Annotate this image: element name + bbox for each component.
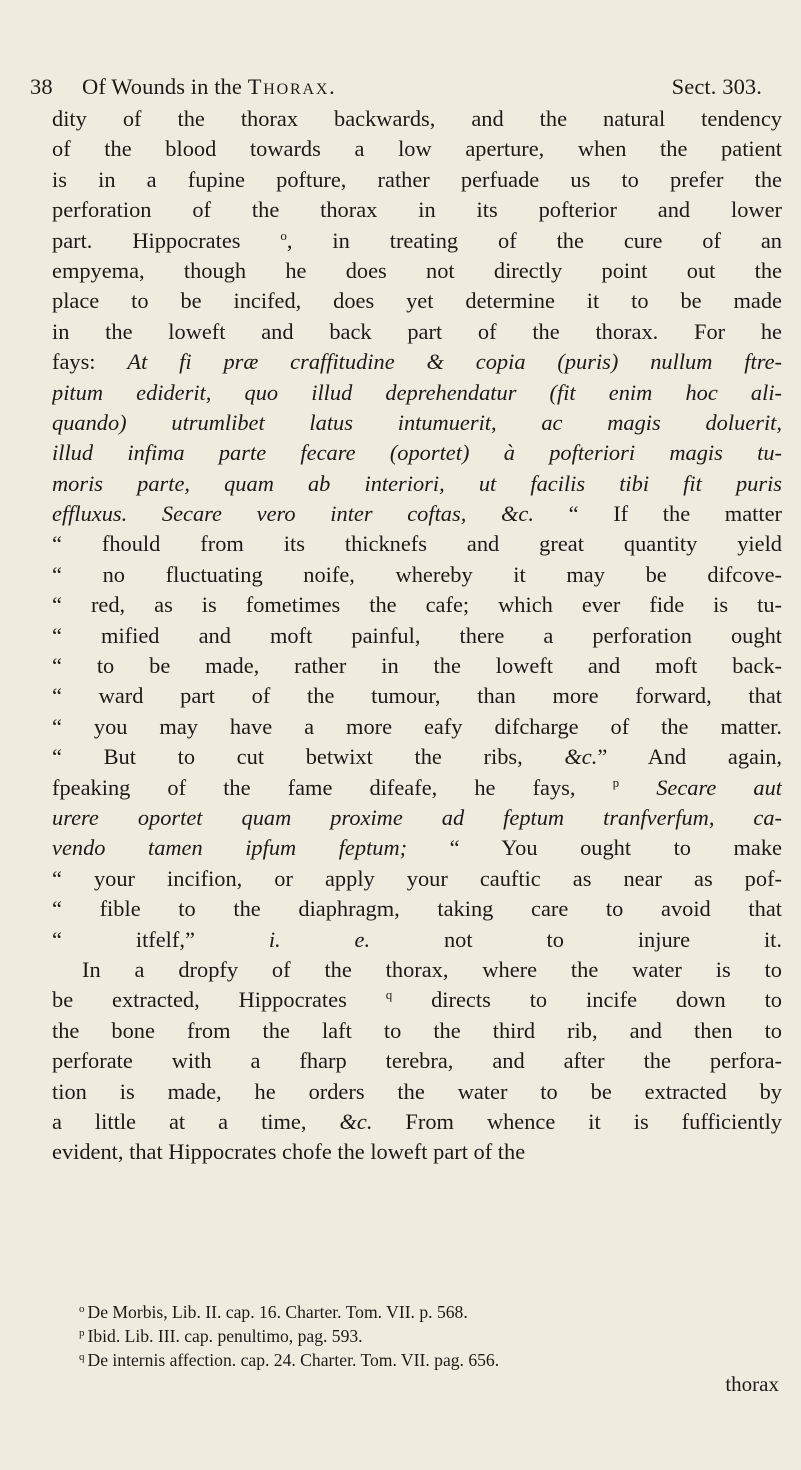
text-segment: “ If the matter: [533, 501, 782, 527]
text-segment: part. Hippocrates: [52, 227, 281, 253]
text-line: [52, 925, 782, 955]
footnote-text: Ibid. Lib. III. cap. penultimo, pag. 593.: [87, 1326, 363, 1346]
text-segment: not to injure it.: [370, 926, 782, 952]
text-line: [52, 499, 782, 529]
text-segment: tion is made, he orders the water to be extracted by: [52, 1078, 782, 1104]
text-line: [52, 134, 782, 164]
text-line: [52, 317, 782, 347]
text-line: [52, 773, 782, 803]
text-segment: , in treating of the cure of an: [286, 227, 782, 253]
text-segment: place to be incifed, does yet determine it to be made: [52, 288, 782, 314]
text-line: [52, 864, 782, 894]
text-segment: pitum ediderit, quo illud deprehendatur (fit enim hoc ali-: [52, 379, 782, 405]
text-segment: evident, that Hippocrates chofe the loweft part of the: [52, 1139, 526, 1165]
text-segment: “ you may have a more eafy difcharge of the matter.: [52, 713, 782, 739]
text-segment: “ fible to the diaphragm, taking care to avoid that: [52, 896, 782, 922]
text-segment: of the blood towards a low aperture, when the patient: [52, 136, 782, 162]
text-line: [52, 286, 782, 316]
footnote: [52, 1324, 782, 1348]
text-segment: Secare aut: [656, 774, 782, 800]
text-segment: quando) utrumlibet latus intumuerit, ac magis doluerit,: [52, 409, 782, 435]
text-segment: moris parte, quam ab interiori, ut facilis tibi fit puris: [52, 470, 782, 496]
text-segment: perforation of the thorax in its pofterior and lower: [52, 197, 782, 223]
footnotes: [52, 1300, 782, 1372]
text-segment: “ itfelf,”: [52, 926, 269, 952]
text-line: [52, 1016, 782, 1046]
footnote-reference: o: [280, 227, 287, 243]
text-segment: “ red, as is fometimes the cafe; which ever fide is tu-: [52, 592, 782, 618]
text-segment: is in a fupine pofture, rather perfuade us to prefer the: [52, 166, 782, 192]
footnote-text: De Morbis, Lib. II. cap. 16. Charter. Tom. VII. p. 568.: [87, 1302, 468, 1322]
text-line: [52, 1137, 782, 1167]
text-line: [52, 165, 782, 195]
text-line: [52, 347, 782, 377]
catchword: thorax: [725, 1372, 779, 1396]
section-number: Sect. 303.: [671, 74, 762, 99]
footnote: [52, 1300, 782, 1324]
text-segment: “ fhould from its thicknefs and great quantity yield: [52, 531, 782, 557]
text-segment: [619, 775, 656, 800]
text-line: [52, 438, 782, 468]
text-line: [52, 1107, 782, 1137]
text-line: [52, 256, 782, 286]
text-segment: “ But to cut betwixt the ribs,: [52, 744, 565, 770]
footnote-mark: o: [79, 1303, 85, 1315]
text-line: [52, 590, 782, 620]
footnote-reference: q: [385, 987, 393, 1003]
text-segment: “ You ought to make: [407, 835, 782, 861]
running-head-word: Thorax.: [247, 74, 337, 99]
text-line: [52, 955, 782, 985]
footnote: [52, 1348, 782, 1372]
text-line: [52, 560, 782, 590]
footnote-text: De internis affection. cap. 24. Charter. Tom. VII. pag. 656.: [87, 1350, 500, 1370]
text-line: [52, 378, 782, 408]
text-line: [52, 1046, 782, 1076]
text-segment: “ to be made, rather in the loweft and moft back-: [52, 653, 782, 679]
text-line: [52, 803, 782, 833]
text-segment: fays:: [52, 349, 128, 375]
text-line: [52, 529, 782, 559]
text-segment: &c.: [564, 744, 598, 770]
text-segment: From whence it is fufficiently: [372, 1108, 782, 1134]
text-line: [52, 742, 782, 772]
text-segment: “ mified and moft painful, there a perforation ought: [52, 622, 782, 648]
text-segment: be extracted, Hippocrates: [52, 987, 386, 1013]
text-line: [52, 226, 782, 256]
text-segment: In a dropfy of the thorax, where the water is to: [82, 956, 782, 982]
text-segment: fpeaking of the fame difeafe, he fays,: [52, 774, 613, 800]
text-segment: a little at a time,: [52, 1108, 340, 1134]
text-segment: At fi præ craffitudine & copia (puris) nullum ftre-: [127, 349, 782, 375]
footnote-mark: p: [79, 1327, 85, 1339]
text-line: [52, 894, 782, 924]
text-line: [52, 195, 782, 225]
page-header: [30, 70, 780, 104]
footnote-reference: p: [612, 774, 620, 790]
text-segment: ” And again,: [597, 744, 782, 770]
running-head: [82, 70, 337, 104]
text-segment: the bone from the laft to the third rib, and then to: [52, 1017, 782, 1043]
text-line: [52, 651, 782, 681]
text-segment: in the loweft and back part of the thorax. For he: [52, 318, 782, 344]
text-line: [52, 408, 782, 438]
text-line: [52, 681, 782, 711]
text-segment: perforate with a fharp terebra, and after the perfora-: [52, 1048, 782, 1074]
text-segment: empyema, though he does not directly point out the: [52, 257, 782, 283]
text-segment: vendo tamen ipfum feptum;: [52, 835, 408, 861]
text-line: [52, 621, 782, 651]
body-text: [52, 104, 782, 1168]
text-segment: urere oportet quam proxime ad feptum tranfverfum, ca-: [52, 804, 782, 830]
page-number: 38: [30, 74, 53, 99]
text-segment: “ ward part of the tumour, than more forward, that: [52, 683, 782, 709]
text-line: [52, 1077, 782, 1107]
text-segment: illud infima parte fecare (oportet) à pofteriori magis tu-: [52, 440, 782, 466]
text-segment: effluxus. Secare vero inter coftas, &c.: [52, 501, 534, 527]
text-segment: directs to incife down to: [392, 987, 782, 1013]
text-line: [52, 833, 782, 863]
running-head-prefix: Of Wounds in the: [82, 74, 242, 99]
text-segment: &c.: [339, 1108, 373, 1134]
text-segment: “ no fluctuating noife, whereby it may be difcove-: [52, 561, 782, 587]
text-line: [52, 104, 782, 134]
text-line: [52, 712, 782, 742]
text-line: [52, 985, 782, 1015]
text-segment: “ your incifion, or apply your cauftic as near as pof-: [52, 865, 782, 891]
text-segment: i. e.: [268, 926, 371, 952]
footnote-mark: q: [79, 1351, 85, 1363]
text-segment: dity of the thorax backwards, and the natural tendency: [52, 106, 782, 131]
text-line: [52, 469, 782, 499]
